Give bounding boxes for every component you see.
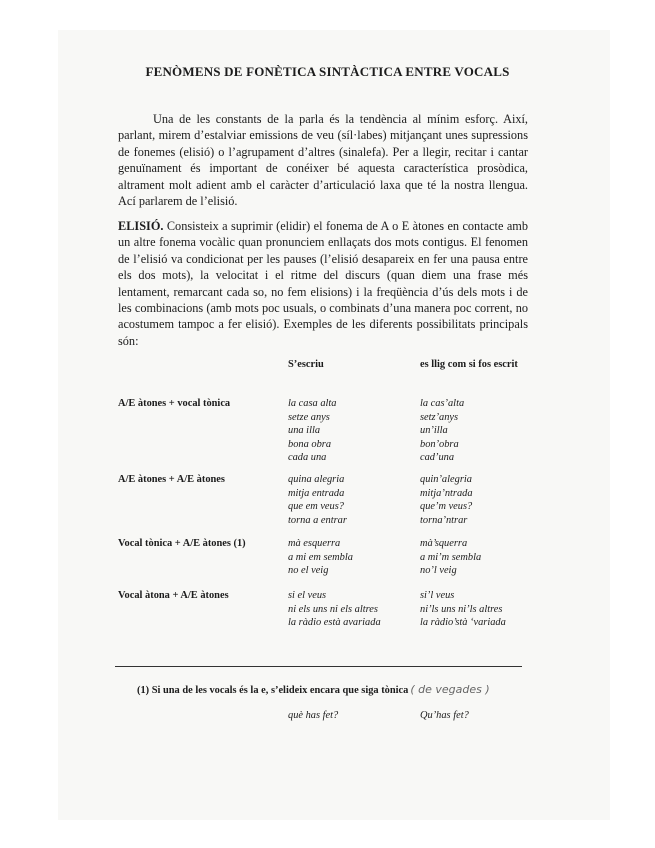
example-read: la ràdio’stà ‘variada bbox=[420, 617, 506, 629]
example-written: quina alegria bbox=[288, 474, 345, 485]
example-group-label: Vocal tònica + A/E àtones (1) bbox=[118, 538, 246, 549]
example-written: cada una bbox=[288, 452, 327, 464]
footnote bbox=[137, 683, 490, 696]
column-header-written: S’escriu bbox=[288, 359, 324, 370]
example-written: la casa alta bbox=[288, 398, 337, 409]
example-read: a mi’m sembla bbox=[420, 551, 482, 563]
example-read: quin’alegria bbox=[420, 474, 472, 485]
example-written: torna a entrar bbox=[288, 514, 347, 526]
footnote-example-read: Qu’has fet? bbox=[420, 710, 469, 721]
example-written: a mi em sembla bbox=[288, 551, 353, 563]
example-read: setz’anys bbox=[420, 411, 459, 423]
intro-paragraph: Una de les constants de la parla és la tendència al mínim esforç. Així, parlant, mirem d’estalviar emissions de veu (síl·labes) mitjançant unes supressions de fonemes (elisió) o l’agrupament d’altres (sinalefa). Per a llegir, recitar i cantar genuïnament és important de conéixer bé aquesta característica prosòdica, altrament molt adient amb el caràcter d’articulació laxa que té la nostra llengua. Ací parlarem de l’elisió. bbox=[118, 112, 528, 209]
page-title: FENÒMENS DE FONÈTICA SINTÀCTICA ENTRE VOCALS bbox=[145, 64, 510, 79]
example-written: mitja entrada bbox=[288, 487, 345, 499]
footnote-text-before: (1) Si una de les vocals és la bbox=[137, 685, 262, 696]
example-read: si’l veus bbox=[420, 590, 455, 601]
example-written: ni els uns ni els altres bbox=[288, 603, 378, 615]
example-read: un’illa bbox=[420, 425, 448, 437]
footnote-divider bbox=[115, 666, 522, 667]
example-written: no el veig bbox=[288, 565, 329, 577]
example-group-label: Vocal àtona + A/E àtones bbox=[118, 590, 229, 601]
elisio-body: Consisteix a suprimir (elidir) el fonema de A o E àtones en contacte amb un altre fonema vocàlic quan pronunciem enllaçats dos mots contigus. El fenomen de l’elisió va condicionat per les pauses (l’elisió desapareix en fer una pausa entre els dos mots), la velocitat i el ritme del discurs (quan diem una frase més lentament, remarcant cada so, no fem elisions) i la freqüència d’ús dels mots i de les combinacions (amb mots poc usuals, o combinats d’una manera poc corrent, no acostumem tampoc a fer elisió). Exemples de les diferents possibilitats principals són: bbox=[118, 219, 528, 348]
example-written: setze anys bbox=[288, 411, 330, 423]
elisio-heading: ELISIÓ. bbox=[118, 219, 164, 233]
example-written: si el veus bbox=[288, 590, 327, 601]
example-written: mà esquerra bbox=[288, 538, 341, 549]
example-written: la ràdio està avariada bbox=[288, 617, 381, 629]
footnote-e-letter: e bbox=[261, 685, 266, 696]
example-read: mitja’ntrada bbox=[420, 487, 473, 499]
handwritten-annotation: ( de vegades ) bbox=[410, 683, 490, 696]
example-read: torna’ntrar bbox=[420, 514, 468, 526]
example-read: mà’squerra bbox=[420, 538, 468, 549]
footnote-example-written: què has fet? bbox=[288, 710, 339, 721]
footnote-text-after: , s’elideix encara que siga tònica bbox=[265, 685, 409, 696]
example-read: cad’una bbox=[420, 452, 455, 464]
example-written: una illa bbox=[288, 425, 321, 437]
example-read: bon’obra bbox=[420, 438, 459, 450]
example-read: que’m veus? bbox=[420, 501, 473, 513]
example-read: no’l veig bbox=[420, 565, 457, 577]
column-header-read: es llig com si fos escrit bbox=[420, 359, 518, 370]
example-written: que em veus? bbox=[288, 501, 344, 513]
example-read: ni’ls uns ni’ls altres bbox=[420, 603, 503, 615]
example-group-label: A/E àtones + A/E àtones bbox=[118, 474, 225, 485]
example-read: la cas’alta bbox=[420, 398, 465, 409]
example-written: bona obra bbox=[288, 438, 332, 450]
example-group-label: A/E àtones + vocal tònica bbox=[118, 398, 231, 409]
elisio-paragraph bbox=[118, 218, 528, 349]
